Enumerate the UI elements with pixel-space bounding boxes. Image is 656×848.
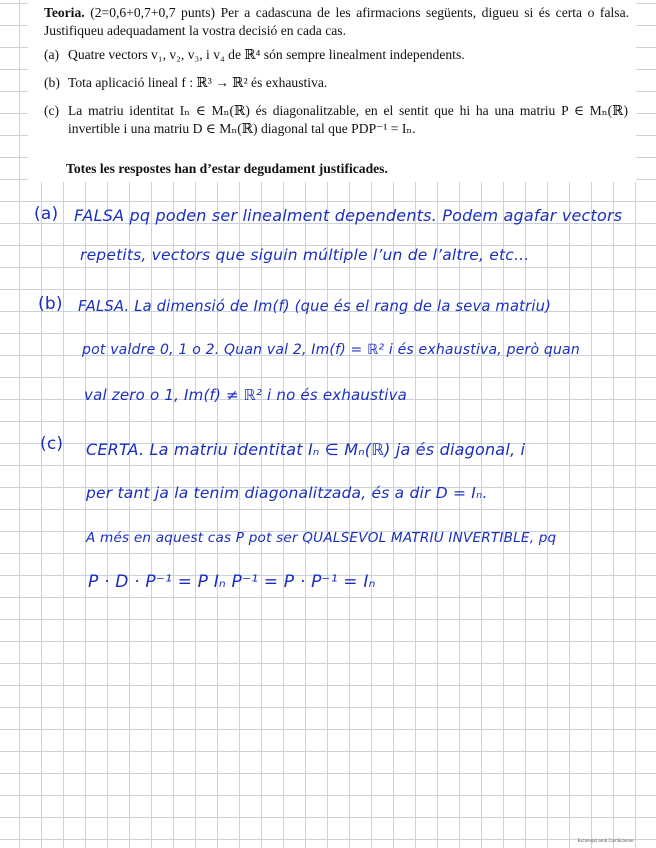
printed-question [28, 0, 636, 182]
answer-b-line: pot valdre 0, 1 o 2. Quan val 2, Im(f) = ℝ² i és exhaustiva, però quan [82, 342, 580, 358]
answer-a-label: (a) [34, 204, 59, 224]
answer-c-line: A més en aquest cas P pot ser QUALSEVOL MATRIU INVERTIBLE, pq [86, 530, 557, 546]
question-intro-text: (2=0,6+0,7+0,7 punts) Per a cadascuna de les afirmacions següents, digueu si és certa o falsa. Justifiqueu adequadament la vostra decisió en cada cas. [44, 5, 629, 38]
answer-c-label: (c) [40, 434, 64, 454]
justification-note: Totes les respostes han d’estar degudament justificades. [66, 161, 388, 176]
question-intro [44, 4, 629, 40]
answer-b-label: (b) [38, 294, 63, 314]
answer-c-line: CERTA. La matriu identitat Iₙ ∈ Mₙ(ℝ) ja és diagonal, i [86, 440, 526, 459]
statement-label: (b) [44, 75, 60, 90]
answer-c-line: per tant ja la tenim diagonalitzada, és a dir D = Iₙ. [86, 484, 488, 502]
statement-text: Quatre vectors v₁, v₂, v₃, i v₄ de ℝ⁴ són sempre linealment independents. [68, 47, 465, 62]
answer-b-line: FALSA. La dimensió de Im(f) (que és el rang de la seva matriu) [78, 298, 552, 315]
statement-text: Tota aplicació lineal f : ℝ³ → ℝ² és exhaustiva. [68, 75, 328, 90]
answer-c-equation: P · D · P⁻¹ = P Iₙ P⁻¹ = P · P⁻¹ = Iₙ [88, 572, 376, 592]
answer-b-line: val zero o 1, Im(f) ≠ ℝ² i no és exhaustiva [84, 386, 408, 404]
scanner-watermark: Escanejat amb CamScanner [577, 838, 634, 843]
statement-text: La matriu identitat Iₙ ∈ Mₙ(ℝ) és diagonalitzable, en el sentit que hi ha una matriu P ∈ Mₙ(ℝ) invertible i una matriu D ∈ Mₙ(ℝ) diagonal tal que PDP⁻¹ = Iₙ. [68, 103, 628, 136]
answer-a-line: repetits, vectors que siguin múltiple l’un de l’altre, etc... [80, 246, 530, 264]
statement-label: (a) [44, 47, 60, 62]
question-title: Teoria. [44, 5, 85, 20]
answer-a-line: FALSA pq poden ser linealment dependents. Podem agafar vectors [74, 206, 623, 225]
statement-label: (c) [44, 103, 60, 118]
